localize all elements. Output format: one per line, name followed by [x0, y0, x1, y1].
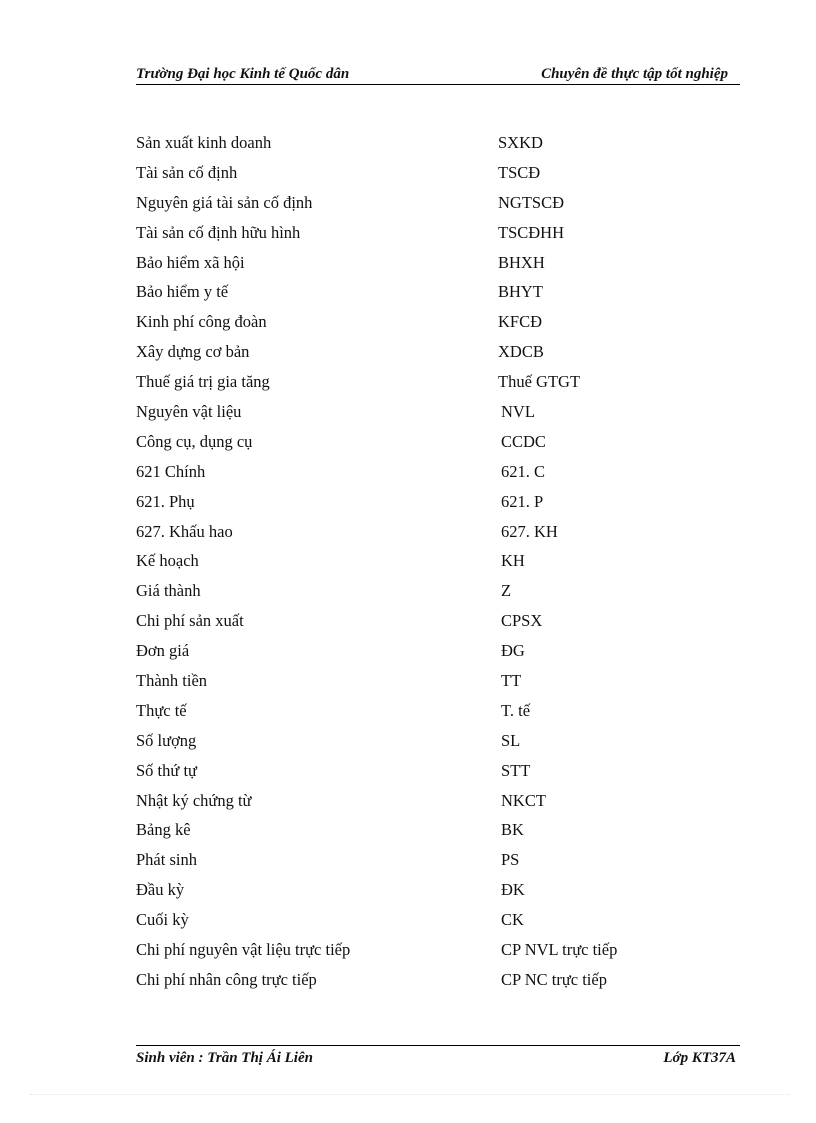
abbreviation-row — [136, 815, 740, 845]
abbreviation-code: TT — [501, 671, 522, 691]
header-university: Trường Đại học Kinh tế Quốc dân — [136, 66, 350, 82]
abbreviation-code: 627. KH — [501, 521, 558, 541]
abbreviation-code: CK — [501, 910, 524, 930]
abbreviation-row — [136, 457, 740, 487]
abbreviation-term: Số lượng — [136, 730, 197, 750]
abbreviation-row — [136, 606, 740, 636]
abbreviation-row — [136, 576, 740, 606]
abbreviation-code: BK — [501, 820, 524, 840]
abbreviation-code: ĐK — [501, 880, 525, 900]
abbreviation-code: STT — [501, 760, 531, 780]
abbreviation-term: Thực tế — [136, 700, 187, 720]
abbreviation-term: Đầu kỳ — [136, 880, 185, 900]
abbreviation-term: Tài sản cố định — [136, 162, 238, 182]
abbreviation-term: Kế hoạch — [136, 551, 199, 571]
abbreviation-row — [136, 696, 740, 726]
abbreviation-row — [136, 128, 740, 158]
abbreviation-row — [136, 367, 740, 397]
abbreviation-code: CP NC trực tiếp — [501, 969, 607, 989]
abbreviation-row — [136, 935, 740, 965]
abbreviation-code: 621. P — [501, 491, 544, 511]
abbreviation-row — [136, 546, 740, 576]
abbreviation-code: KFCĐ — [498, 312, 543, 332]
abbreviation-code: CCDC — [501, 431, 546, 451]
abbreviation-term: Nguyên vật liệu — [136, 402, 242, 422]
footer-student: Sinh viên : Trần Thị Ái Liên — [136, 1050, 313, 1066]
abbreviation-code: ĐG — [501, 641, 525, 661]
abbreviation-row — [136, 636, 740, 666]
abbreviation-code: NGTSCĐ — [498, 192, 565, 212]
abbreviation-term: 621 Chính — [136, 461, 206, 481]
abbreviation-row — [136, 756, 740, 786]
abbreviation-code: TSCĐ — [498, 162, 541, 182]
header-report-title: Chuyên đề thực tập tốt nghiệp — [541, 66, 728, 82]
abbreviation-term: Kinh phí công đoàn — [136, 312, 267, 332]
footer-class: Lớp KT37A — [663, 1050, 736, 1066]
abbreviation-row — [136, 337, 740, 367]
abbreviation-term: Phát sinh — [136, 850, 197, 870]
abbreviation-code: CPSX — [501, 611, 543, 631]
abbreviation-row — [136, 517, 740, 547]
abbreviation-row — [136, 218, 740, 248]
abbreviation-code: BHYT — [498, 282, 543, 302]
abbreviation-term: 627. Khấu hao — [136, 521, 233, 541]
abbreviation-row — [136, 307, 740, 337]
abbreviation-code: NKCT — [501, 790, 546, 810]
abbreviation-term: Chi phí nguyên vật liệu trực tiếp — [136, 940, 351, 960]
abbreviation-code: KH — [501, 551, 525, 571]
abbreviation-term: Thuế giá trị gia tăng — [136, 372, 270, 392]
abbreviation-term: Bảo hiểm y tế — [136, 282, 229, 302]
abbreviation-term: Bảng kê — [136, 820, 191, 840]
abbreviation-row — [136, 726, 740, 756]
abbreviation-term: Nhật ký chứng từ — [136, 790, 252, 810]
page-header — [136, 64, 740, 85]
abbreviation-code: SXKD — [498, 133, 543, 152]
abbreviation-code: 621. C — [501, 461, 546, 481]
abbreviation-row — [136, 487, 740, 517]
abbreviation-row — [136, 786, 740, 816]
abbreviation-code: BHXH — [498, 252, 545, 272]
abbreviation-row — [136, 875, 740, 905]
page-edge-divider — [30, 1094, 790, 1095]
abbreviation-term: Chi phí nhân công trực tiếp — [136, 969, 317, 989]
abbreviation-term: Đơn giá — [136, 641, 190, 661]
abbreviation-term: Xây dựng cơ bản — [136, 342, 250, 362]
abbreviation-code: Z — [501, 581, 512, 601]
abbreviation-term: Công cụ, dụng cụ — [136, 431, 253, 451]
abbreviation-row — [136, 965, 740, 995]
abbreviation-term: Chi phí sản xuất — [136, 611, 244, 631]
abbreviation-row — [136, 188, 740, 218]
abbreviation-code: TSCĐHH — [498, 222, 565, 242]
abbreviation-term: Tài sản cố định hữu hình — [136, 222, 301, 242]
abbreviation-list — [136, 128, 740, 995]
abbreviation-row — [136, 158, 740, 188]
abbreviation-term: Cuối kỳ — [136, 910, 189, 930]
abbreviation-term: 621. Phụ — [136, 491, 195, 511]
abbreviation-term: Sản xuất kinh doanh — [136, 133, 272, 152]
abbreviation-term: Bảo hiểm xã hội — [136, 252, 245, 272]
abbreviation-code: Thuế GTGT — [498, 372, 581, 392]
abbreviation-code: SL — [501, 730, 521, 750]
abbreviation-row — [136, 666, 740, 696]
abbreviation-code: T. tế — [501, 700, 531, 720]
abbreviation-row — [136, 248, 740, 278]
abbreviation-row — [136, 397, 740, 427]
abbreviation-term: Thành tiền — [136, 671, 208, 691]
page-footer — [136, 1045, 740, 1072]
abbreviation-row — [136, 845, 740, 875]
abbreviation-code: XDCB — [498, 342, 544, 362]
abbreviation-row — [136, 427, 740, 457]
abbreviation-term: Giá thành — [136, 581, 201, 601]
abbreviation-term: Số thứ tự — [136, 760, 197, 780]
abbreviation-code: CP NVL trực tiếp — [501, 940, 618, 960]
abbreviation-row — [136, 277, 740, 307]
abbreviation-row — [136, 905, 740, 935]
abbreviation-code: NVL — [501, 402, 535, 422]
abbreviation-code: PS — [501, 850, 520, 870]
abbreviation-term: Nguyên giá tài sản cố định — [136, 192, 313, 212]
